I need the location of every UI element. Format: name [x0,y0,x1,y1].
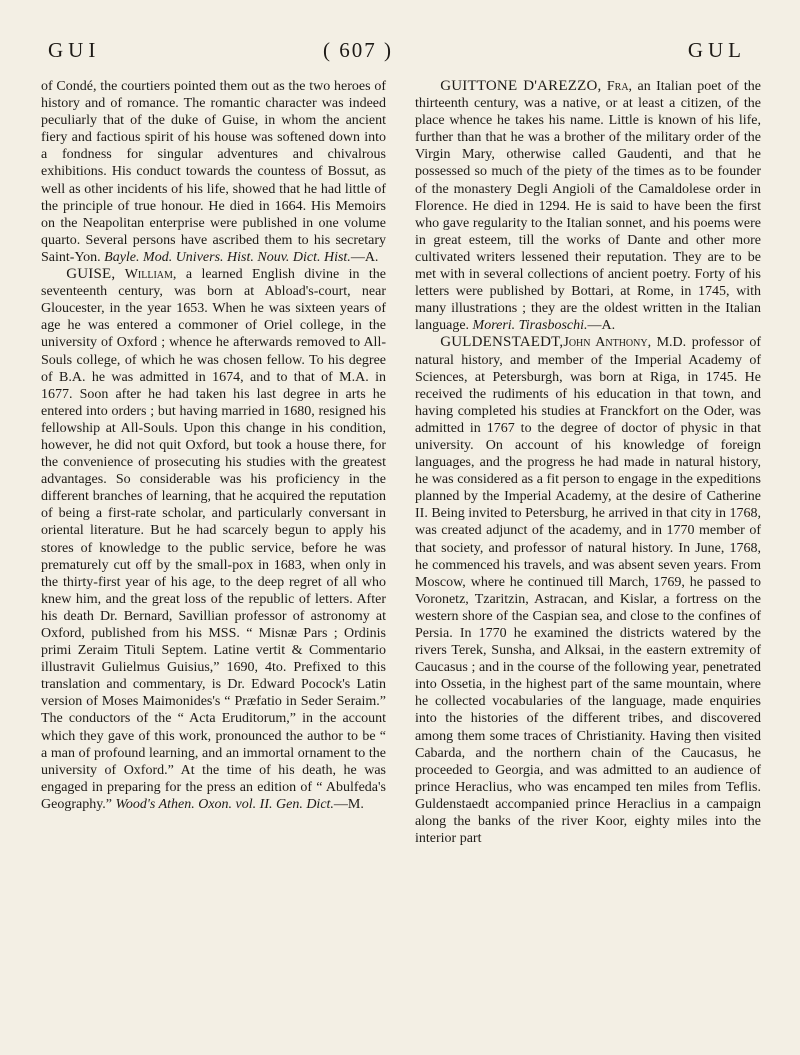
guittone-forename: Fra, [606,79,633,94]
running-header [40,38,762,68]
guise-references: Wood's Athen. Oxon. vol. II. Gen. Dict. [115,796,334,812]
guise-headword: GUISE, [66,266,116,283]
conde-body: of Condé, the courtiers pointed them out as the two heroes of history and of romance. The romantic character was indeed peculiarly that of the duke of Guise, in whom the ancient fiery and factious spirit of his house was softened down into a fondness for singular adventures and chivalrous exhibitions. His conduct towards the countess of Bossut, as well as other incidents of his life, showed that he had little of the principle of true honour. He died in 1664. His Memoirs on the Neapolitan enterprise were published in one volume quarto. Several persons have ascribed them to his secretary Saint-Yon. [41,79,386,265]
entry-guise [41,266,386,813]
guittone-body: an Italian poet of the thirteenth century, was a native, or at least a citizen, of the place whence he takes his name. Little is known of his life, further than that he was a brother of the military order of the Virgin Mary, otherwise called Gaudenti, and that he possessed so much of the piety of the times as to be founder of the monastery Degli Angioli of the Camaldolese order in Florence. He died in 1294. He is said to have been the first who gave regularity to the Italian sonnet, and his poems were in great esteem, till the works of Dante and other more cultivated writers lessened their reputation. They are to be met with in several collections of ancient poetry. Forty of his letters were published by Bottari, at Rome, in 1745, with many illustrations ; they are the oldest written in the Italian language. [415,79,762,334]
page-number: ( 607 ) [323,38,393,62]
guittone-headword: GUITTONE D'AREZZO, [440,78,602,94]
guise-body: a learned English divine in the seventeenth century, was born at Abload's-court, near Gloucester, in the year 1653. When he was sixteen years of age he was entered a commoner of Oriel college, in the university of Oxford ; whence he afterwards removed to All-Souls college, of which he was chosen fellow. To his degree of B.A. he was admitted in 1674, and to that of M.A. in 1677. Soon after he had taken his last degree in arts he entered into orders ; but having married in 1680, resigned his fellowship at All-Souls. Upon this change in his condition, however, he did not quit Oxford, but took a house there, for the convenience of prosecuting his studies with the greatest advantages. So considerable was his proficiency in the different branches of learning, that he acquired the reputation of being a first-rate scholar, and particularly conversant in oriental literature. But he had scarcely begun to apply his stores of knowledge to the public service, before he was prematurely cut off by the small-pox in 1683, when only in the thirty-first year of his age, to the deep regret of all who knew him, and the great loss of the republic of letters. After his death Dr. Bernard, Savillian professor of astronomy at Oxford, published from his MSS. “ Misnæ Pars ; Ordinis primi Zeraim Tituli Septem. Latine vertit & Commentario illustravit Gulielmus Guisius,” 1690, 4to. Prefixed to this translation and commentary, is Dr. Edward Pocock's Latin version of Moses Maimonides's “ Præfatio in Seder Seraim.” The conductors of the “ Acta Eruditorum,” in the account which they gave of this work, pronounced the author to be “ a man of profound learning, and an immortal ornament to the university of Oxford.” At the time of his death, he was engaged in preparing for the press an edition of “ Abulfeda's Geography.” [41,267,387,812]
header-right-guideword: GUL [687,38,746,62]
guittone-signature: —A. [587,318,616,334]
entry-guittone [415,78,761,334]
entry-guldenstaedt [415,334,761,847]
conde-signature: —A. [350,249,379,265]
guise-signature: —M. [333,796,364,812]
left-column [41,78,386,813]
entry-conde-continuation [41,78,386,266]
guldenstaedt-forename: John Anthony, [563,335,652,351]
header-left-guideword: GUI [48,38,101,62]
right-column [415,78,761,847]
guldenstaedt-headword: GULDENSTAEDT, [440,334,564,351]
guise-forename: William, [124,267,177,283]
conde-references: Bayle. Mod. Univers. Hist. Nouv. Dict. Hist. [104,249,351,265]
guldenstaedt-body: M.D. professor of natural history, and member of the Imperial Academy of Sciences, at Petersburgh, was born at Riga, in 1745. He received the rudiments of his education in that town, and having completed his studies at Franckfort on the Oder, was admitted in 1767 to the degree of doctor of physic in that university. On account of his knowledge of foreign languages, and the progress he had made in natural history, he was considered as a fit person to engage in the expeditions planned by the Imperial Academy, at the desire of Catherine II. Being invited to Petersburg, he arrived in that city in 1768, was created adjunct of the academy, and in 1770 member of that society, and professor of natural history. In June, 1768, he commenced his travels, and was absent seven years. From Moscow, where he continued till March, 1769, he passed to Voronetz, Tzaritzin, Astracan, and Kislar, a fortress on the western shore of the Caspian sea, and close to the confines of Persia. In 1770 he examined the districts watered by the rivers Terek, Sunsha, and Alksai, in the eastern extremity of Caucasus ; and in the course of the following year, penetrated into Ossetia, in the highest part of the same mountain, where he collected vocabularies of the language, made enquiries into the histories of the different tribes, and discovered among them some traces of Christianity. Having then visited Cabarda, and the northern chain of the Caucasus, he proceeded to Georgia, and was admitted to an audience of prince Heraclius, who was encamped ten miles from Teflis. Guldenstaedt accompanied prince Heraclius in a campaign along the banks of the river Koor, eighty miles into the interior part [415,335,761,847]
guittone-references: Moreri. Tirasboschi. [472,318,588,334]
